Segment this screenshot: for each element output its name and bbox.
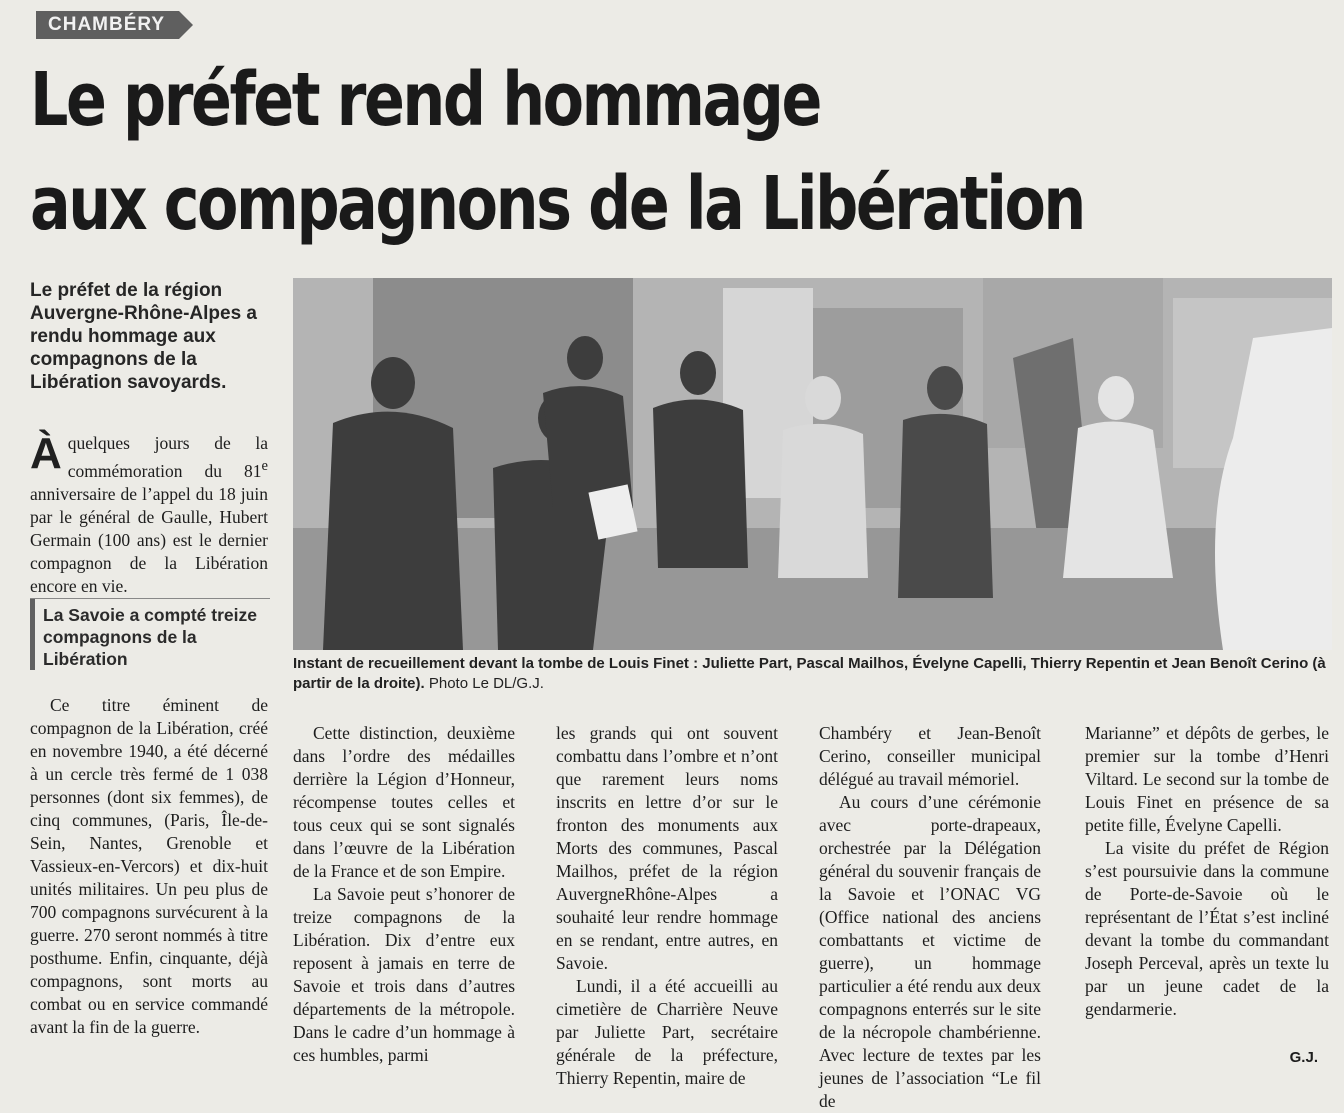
paragraph: Marianne” et dépôts de gerbes, le premier sur la tombe d’Henri Viltard. Le second sur la tombe de Louis Finet en présence de sa petite fille, Évelyne Capelli. [1085,723,1329,835]
lead-text-b: anniversaire de l’appel du 18 juin par le général de Gaulle, Hubert Germain (100 ans) est le dernier compagnon de la Libération encore en vie. [30,483,268,596]
author-signature: G.J. [1289,1049,1318,1066]
section-rubric: CHAMBÉRY [36,11,179,39]
photo-illustration [293,278,1332,650]
lead-superscript: e [261,458,268,474]
paragraph: La visite du préfet de Région s’est poursuivie dans la commune de Porte-de-Savoie où le représentant de l’État s’est incliné devant la tombe du commandant Joseph Perceval, après un texte lu par un jeune cadet de la gendarmerie. [1085,838,1329,1019]
headline-line-1: Le préfet rend hommage [30,57,820,143]
paragraph: Chambéry et Jean-Benoît Cerino, conseiller municipal délégué au travail mémoriel. [819,723,1041,789]
caption-text: Instant de recueillement devant la tombe de Louis Finet : Juliette Part, Pascal Mailhos, Évelyne Capelli, Thierry Repentin et Jean Benoît Cerino (à partir de la droite). [293,655,1326,692]
paragraph: Cette distinction, deuxième dans l’ordre des médailles derrière la Légion d’Honneur, récompense toutes celles et tous ceux qui se sont signalés dans l’œuvre de la Libération de la France et de son Empire. [293,723,515,881]
paragraph: Lundi, il a été accueilli au cimetière de Charrière Neuve par Juliette Part, secrétaire générale de la préfecture, Thierry Repentin, maire de [556,976,778,1088]
intertitle: La Savoie a compté treize compagnons de la Libération [30,598,283,670]
column-1 [30,694,268,1039]
article-headline [30,48,1090,256]
paragraph: Au cours d’une cérémonie avec porte-drapeaux, orchestrée par la Délégation général du souvenir français de la Savoie et l’ONAC VG (Office national des anciens combattants et victime de guerre), un hommage particulier a été rendu aux deux compagnons enterrés sur le site de la nécropole chambérienne. Avec lecture de textes par les jeunes de l’association “Le fil de [819,792,1041,1111]
ceremony-photo [293,278,1332,650]
photo-caption [293,654,1332,694]
lead-text-a: quelques jours de la commémoration du 81 [67,433,268,481]
article-standfirst: Le préfet de la région Auvergne-Rhône-Alpes a rendu hommage aux compagnons de la Libération savoyards. [30,280,257,393]
paragraph: les grands qui ont souvent combattu dans l’ombre et n’ont que rarement leurs noms inscrits en lettre d’or sur le fronton des monuments aux Morts des communes, Pascal Mailhos, préfet de la région AuvergneRhône-Alpes a souhaité leur rendre hommage en se rendant, entre autres, en Savoie. [556,723,778,973]
lead-paragraph [30,429,268,598]
column-4 [819,722,1041,1113]
drop-cap: À [30,429,62,478]
photo-credit: Photo Le DL/G.J. [424,675,544,692]
column-5 [1085,722,1329,1021]
paragraph: La Savoie peut s’honorer de treize compagnons de la Libération. Dix d’entre eux reposent à jamais en terre de Savoie et trois dans d’autres départements de la métropole. Dans le cadre d’un hommage à ces humbles, parmi [293,884,515,1065]
column-2 [293,722,515,1067]
paragraph: Ce titre éminent de compagnon de la Libération, créé en novembre 1940, a été décerné à un cercle très fermé de 1 038 personnes (dont six femmes), de cinq communes, (Paris, Île-de-Sein, Nantes, Grenoble et Vassieux-en-Vercors) et dix-huit unités militaires. Un peu plus de 700 compagnons survécurent à la guerre. 270 seront nommés à titre posthume. Enfin, cinquante, déjà compagnons, sont morts au combat ou en service commandé avant la fin de la guerre. [30,695,268,1037]
headline-line-2: aux compagnons de la Libération [30,161,1084,247]
column-3 [556,722,778,1090]
